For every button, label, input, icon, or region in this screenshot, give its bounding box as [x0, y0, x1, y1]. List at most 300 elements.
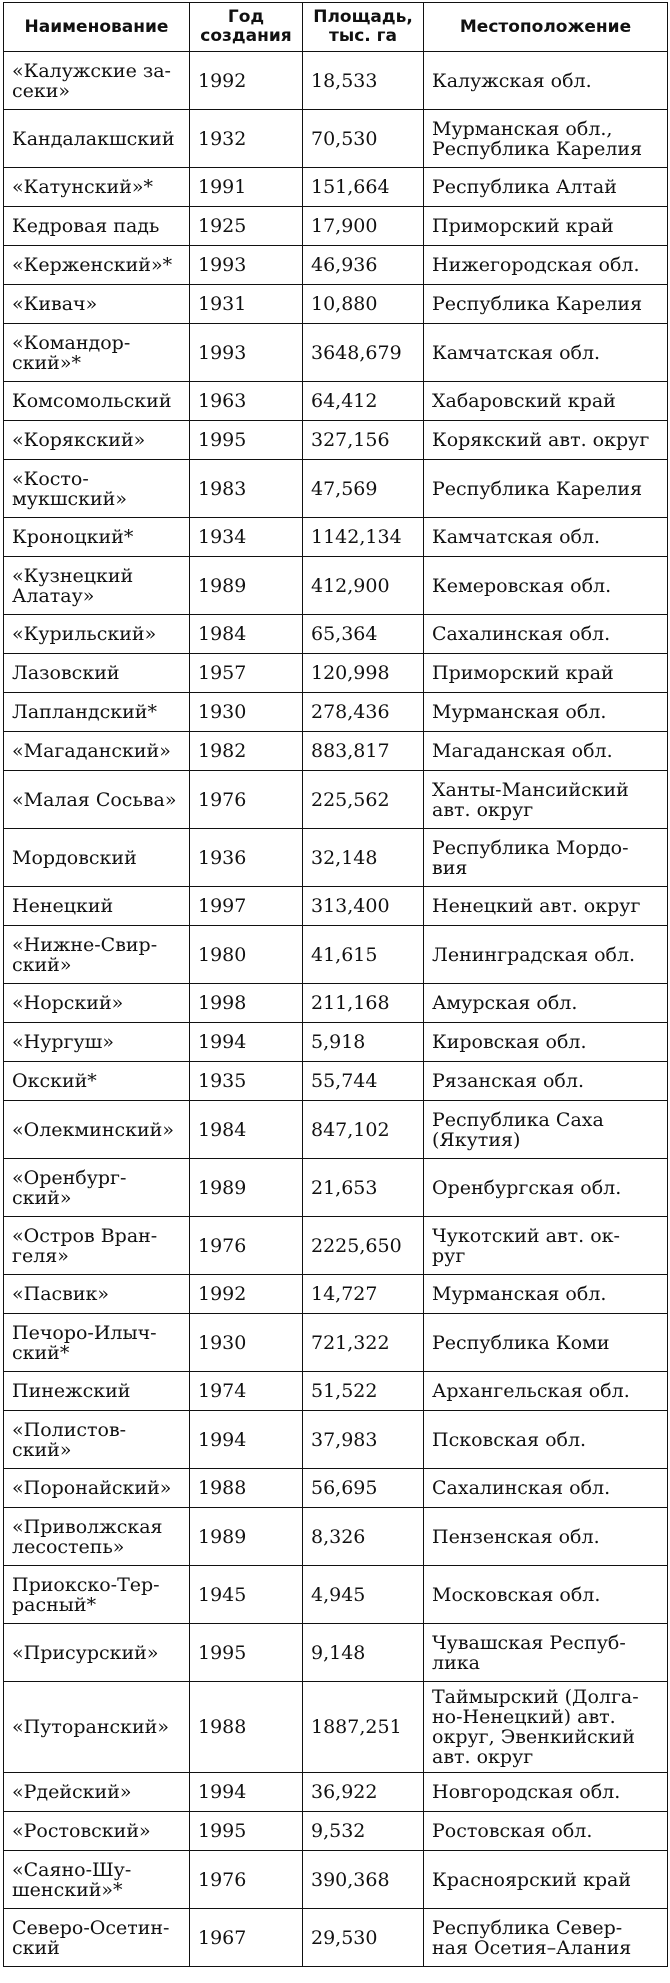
table-row [4, 926, 668, 984]
cell-name-text: «Поронайский» [12, 1477, 172, 1499]
cell-location [424, 1469, 668, 1508]
cell-area-text: 412,900 [311, 574, 390, 597]
reserves-table [3, 2, 668, 1967]
cell-year [190, 1812, 303, 1851]
cell-year-text: 1976 [198, 1234, 247, 1257]
cell-area-text: 9,148 [311, 1641, 366, 1664]
cell-area-text: 327,156 [311, 429, 390, 451]
cell-area-text: 847,102 [311, 1118, 390, 1141]
cell-area-text: 37,983 [311, 1428, 378, 1451]
cell-location-text: Хабаровский край [432, 390, 616, 412]
cell-location-text: Псковская обл. [432, 1428, 587, 1451]
table-row [4, 207, 668, 246]
table-row [4, 1682, 668, 1773]
cell-location-text: Ленинградская обл. [432, 943, 636, 966]
cell-year [190, 829, 303, 887]
cell-name-text: «Курильский» [12, 623, 157, 645]
cell-name-text: «Косто- мукшский» [12, 467, 127, 510]
table-row [4, 1469, 668, 1508]
cell-location [424, 1062, 668, 1101]
cell-location-text: Корякский авт. округ [432, 429, 650, 451]
cell-area-text: 65,364 [311, 623, 378, 645]
cell-year [190, 382, 303, 421]
cell-location [424, 1411, 668, 1469]
table-row [4, 1372, 668, 1411]
cell-area [303, 285, 424, 324]
table-row [4, 168, 668, 207]
cell-area-text: 10,880 [311, 293, 378, 315]
cell-name [4, 168, 190, 207]
cell-name [4, 1508, 190, 1566]
cell-location [424, 1159, 668, 1217]
cell-year [190, 732, 303, 771]
cell-location-text: Рязанская обл. [432, 1070, 584, 1092]
cell-year-text: 1982 [198, 740, 247, 762]
cell-name-text: Комсомольский [12, 390, 172, 412]
cell-area [303, 887, 424, 926]
cell-location-text: Приморский край [432, 662, 614, 684]
table-row [4, 246, 668, 285]
cell-location [424, 1851, 668, 1909]
cell-name-text: Кедровая падь [12, 215, 160, 237]
cell-area-text: 56,695 [311, 1477, 378, 1499]
cell-location-text: Московская обл. [432, 1583, 601, 1606]
cell-year [190, 246, 303, 285]
cell-name [4, 984, 190, 1023]
cell-area-text: 46,936 [311, 254, 378, 276]
cell-name-text: «Нижне-Свир- ский» [12, 933, 158, 976]
cell-year-text: 1963 [198, 390, 247, 412]
cell-location [424, 518, 668, 557]
cell-area-text: 225,562 [311, 788, 390, 811]
cell-year-text: 1992 [198, 69, 247, 92]
cell-name [4, 771, 190, 829]
table-row [4, 1508, 668, 1566]
cell-location-text: Республика Карелия [432, 293, 643, 315]
cell-location-text: Чукотский авт. ок- руг [432, 1224, 620, 1267]
cell-area [303, 246, 424, 285]
cell-year [190, 285, 303, 324]
cell-location-text: Камчатская обл. [432, 526, 601, 548]
cell-year-text: 1994 [198, 1781, 247, 1803]
table-row [4, 887, 668, 926]
cell-area-text: 36,922 [311, 1781, 378, 1803]
cell-location [424, 984, 668, 1023]
cell-name-text: Ненецкий [12, 895, 114, 917]
cell-year-text: 1930 [198, 701, 247, 723]
cell-location-text: Ханты-Мансийский авт. округ [432, 778, 629, 821]
cell-name [4, 1217, 190, 1275]
header-name: Наименование [4, 3, 190, 52]
cell-area-text: 47,569 [311, 477, 378, 500]
cell-area-text: 41,615 [311, 943, 378, 966]
cell-location [424, 1566, 668, 1624]
cell-year [190, 421, 303, 460]
cell-area-text: 3648,679 [311, 341, 402, 364]
cell-name [4, 421, 190, 460]
cell-year-text: 1994 [198, 1428, 247, 1451]
cell-year-text: 1931 [198, 293, 247, 315]
cell-area [303, 52, 424, 110]
cell-name [4, 1159, 190, 1217]
cell-year-text: 1994 [198, 1031, 247, 1053]
cell-year-text: 1930 [198, 1331, 247, 1354]
cell-name [4, 693, 190, 732]
cell-location [424, 207, 668, 246]
cell-year [190, 1101, 303, 1159]
cell-year [190, 1217, 303, 1275]
cell-area [303, 557, 424, 615]
cell-year [190, 887, 303, 926]
cell-year [190, 52, 303, 110]
cell-name-text: «Путоранский» [12, 1716, 169, 1738]
cell-year [190, 984, 303, 1023]
cell-location [424, 460, 668, 518]
cell-year-text: 1934 [198, 526, 247, 548]
cell-location-text: Таймырский (Долга- но-Ненецкий) авт. округ, Эвенкийский авт. округ [432, 1686, 639, 1768]
cell-area [303, 324, 424, 382]
cell-year-text: 1974 [198, 1380, 247, 1402]
cell-location [424, 246, 668, 285]
cell-location-text: Кировская обл. [432, 1031, 587, 1053]
cell-area-text: 278,436 [311, 701, 390, 723]
cell-area [303, 421, 424, 460]
cell-name-text: «Магаданский» [12, 740, 171, 762]
cell-name-text: Лазовский [12, 662, 120, 684]
cell-year [190, 110, 303, 168]
cell-location-text: Республика Мордо- вия [432, 836, 629, 879]
cell-area [303, 615, 424, 654]
cell-name [4, 887, 190, 926]
table-row [4, 1411, 668, 1469]
cell-area [303, 1314, 424, 1372]
cell-name [4, 1812, 190, 1851]
cell-location [424, 1909, 668, 1967]
cell-name-text: Пинежский [12, 1380, 131, 1402]
header-area: Площадь, тыс. га [303, 3, 424, 52]
cell-area [303, 1566, 424, 1624]
cell-name-text: «Ростовский» [12, 1820, 151, 1842]
cell-area-text: 18,533 [311, 69, 378, 92]
cell-year [190, 207, 303, 246]
table-row [4, 693, 668, 732]
cell-location [424, 168, 668, 207]
header-row [4, 3, 668, 52]
cell-area [303, 1159, 424, 1217]
cell-name [4, 654, 190, 693]
table-row [4, 421, 668, 460]
cell-name-text: «Олекминский» [12, 1118, 174, 1141]
cell-location-text: Республика Саха (Якутия) [432, 1108, 604, 1151]
cell-area [303, 518, 424, 557]
cell-year [190, 1773, 303, 1812]
cell-area-text: 5,918 [311, 1031, 366, 1053]
table-row [4, 829, 668, 887]
cell-location [424, 1682, 668, 1773]
cell-name-text: Кандалакшский [12, 127, 175, 150]
cell-name-text: Северо-Осетин- ский [12, 1916, 170, 1959]
cell-name-text: «Корякский» [12, 429, 146, 451]
cell-area-text: 1887,251 [311, 1716, 402, 1738]
cell-year-text: 1988 [198, 1716, 247, 1738]
cell-year [190, 1624, 303, 1682]
cell-name [4, 732, 190, 771]
cell-location-text: Ростовская обл. [432, 1820, 593, 1842]
cell-location [424, 1624, 668, 1682]
cell-name-text: «Пасвик» [12, 1283, 110, 1305]
cell-area [303, 1023, 424, 1062]
cell-name [4, 518, 190, 557]
cell-area-text: 4,945 [311, 1583, 366, 1606]
cell-name-text: «Саяно-Шу- шенский»* [12, 1858, 132, 1901]
cell-location [424, 382, 668, 421]
cell-name [4, 1101, 190, 1159]
cell-location [424, 557, 668, 615]
cell-year-text: 1993 [198, 341, 247, 364]
table-row [4, 1062, 668, 1101]
cell-year [190, 557, 303, 615]
cell-year-text: 1935 [198, 1070, 247, 1092]
cell-location-text: Кемеровская обл. [432, 574, 612, 597]
table-row [4, 984, 668, 1023]
cell-area-text: 9,532 [311, 1820, 366, 1842]
cell-location-text: Новгородская обл. [432, 1781, 621, 1803]
cell-area [303, 1469, 424, 1508]
cell-area-text: 70,530 [311, 127, 378, 150]
cell-year [190, 1909, 303, 1967]
cell-name [4, 285, 190, 324]
cell-area [303, 1851, 424, 1909]
table-row [4, 285, 668, 324]
cell-area-text: 32,148 [311, 846, 378, 869]
table-row [4, 1566, 668, 1624]
table-row [4, 1909, 668, 1967]
cell-name-text: «Приволжская лесостепь» [12, 1515, 163, 1558]
table-row [4, 324, 668, 382]
cell-name [4, 246, 190, 285]
cell-area [303, 1812, 424, 1851]
header-location: Местоположение [424, 3, 668, 52]
table-row [4, 615, 668, 654]
cell-name [4, 1909, 190, 1967]
cell-location-text: Сахалинская обл. [432, 623, 611, 645]
cell-name-text: «Керженский»* [12, 254, 173, 276]
cell-name [4, 557, 190, 615]
cell-location [424, 887, 668, 926]
cell-area [303, 984, 424, 1023]
table-row [4, 1314, 668, 1372]
cell-area [303, 110, 424, 168]
table-row [4, 771, 668, 829]
cell-year-text: 1983 [198, 477, 247, 500]
cell-year-text: 1945 [198, 1583, 247, 1606]
cell-name-text: Мордовский [12, 846, 137, 869]
cell-year-text: 1998 [198, 992, 247, 1014]
cell-area-text: 2225,650 [311, 1234, 402, 1257]
cell-area [303, 1217, 424, 1275]
cell-area [303, 732, 424, 771]
cell-area-text: 120,998 [311, 662, 390, 684]
cell-area [303, 1062, 424, 1101]
cell-year [190, 168, 303, 207]
cell-location [424, 1217, 668, 1275]
cell-location [424, 52, 668, 110]
cell-year [190, 926, 303, 984]
cell-name-text: Окский* [12, 1070, 97, 1092]
cell-year-text: 1976 [198, 788, 247, 811]
table-row [4, 382, 668, 421]
cell-year-text: 1993 [198, 254, 247, 276]
cell-location [424, 1314, 668, 1372]
cell-name [4, 1023, 190, 1062]
cell-year [190, 1566, 303, 1624]
table-body [4, 52, 668, 1967]
cell-location-text: Архангельская обл. [432, 1380, 630, 1402]
cell-name [4, 1314, 190, 1372]
cell-location-text: Мурманская обл. [432, 1283, 607, 1305]
cell-name [4, 382, 190, 421]
cell-year [190, 1372, 303, 1411]
cell-name-text: Кроноцкий* [12, 526, 134, 548]
cell-area [303, 1372, 424, 1411]
cell-location [424, 1773, 668, 1812]
cell-name-text: «Остров Вран- геля» [12, 1224, 158, 1267]
cell-name [4, 1566, 190, 1624]
cell-location [424, 421, 668, 460]
cell-location [424, 1023, 668, 1062]
cell-year [190, 654, 303, 693]
cell-area-text: 8,326 [311, 1525, 366, 1548]
table-row [4, 654, 668, 693]
table-row [4, 52, 668, 110]
cell-area-text: 29,530 [311, 1926, 378, 1949]
cell-year-text: 1995 [198, 1641, 247, 1664]
cell-name [4, 324, 190, 382]
cell-location [424, 1508, 668, 1566]
cell-name [4, 1372, 190, 1411]
cell-area [303, 1101, 424, 1159]
cell-year-text: 1984 [198, 1118, 247, 1141]
table-row [4, 460, 668, 518]
cell-year-text: 1925 [198, 215, 247, 237]
cell-year-text: 1991 [198, 176, 247, 198]
table-row [4, 110, 668, 168]
cell-name-text: «Полистов- ский» [12, 1418, 127, 1461]
cell-location [424, 285, 668, 324]
cell-location-text: Приморский край [432, 215, 614, 237]
cell-area [303, 1682, 424, 1773]
cell-year-text: 1989 [198, 1525, 247, 1548]
cell-year-text: 1989 [198, 1176, 247, 1199]
cell-name-text: Приокско-Тер- расный* [12, 1573, 160, 1616]
cell-area [303, 1773, 424, 1812]
cell-name-text: Печоро-Илыч- ский* [12, 1321, 157, 1364]
cell-name [4, 1275, 190, 1314]
header-year: Год создания [190, 3, 303, 52]
cell-year [190, 518, 303, 557]
cell-year-text: 1988 [198, 1477, 247, 1499]
cell-location-text: Красноярский край [432, 1868, 631, 1891]
cell-location [424, 1275, 668, 1314]
cell-area-text: 17,900 [311, 215, 378, 237]
cell-name-text: «Норский» [12, 992, 124, 1014]
cell-area-text: 1142,134 [311, 526, 402, 548]
cell-name [4, 1469, 190, 1508]
cell-name [4, 1624, 190, 1682]
cell-year-text: 1997 [198, 895, 247, 917]
cell-area [303, 926, 424, 984]
cell-name-text: «Малая Сосьва» [12, 788, 177, 811]
cell-area [303, 693, 424, 732]
cell-year [190, 460, 303, 518]
cell-location [424, 829, 668, 887]
cell-location-text: Ненецкий авт. округ [432, 895, 641, 917]
cell-name-text: Лапландский* [12, 701, 157, 723]
cell-year-text: 1936 [198, 846, 247, 869]
cell-year [190, 1508, 303, 1566]
table-row [4, 1851, 668, 1909]
cell-name-text: «Командор- ский»* [12, 331, 131, 374]
cell-year [190, 615, 303, 654]
table-row [4, 518, 668, 557]
cell-location-text: Мурманская обл. [432, 701, 607, 723]
cell-year-text: 1995 [198, 1820, 247, 1842]
cell-location-text: Амурская обл. [432, 992, 578, 1014]
cell-location-text: Сахалинская обл. [432, 1477, 611, 1499]
cell-area [303, 207, 424, 246]
cell-year-text: 1957 [198, 662, 247, 684]
cell-year-text: 1932 [198, 127, 247, 150]
cell-area-text: 883,817 [311, 740, 390, 762]
cell-area-text: 313,400 [311, 895, 390, 917]
cell-area-text: 64,412 [311, 390, 378, 412]
cell-year [190, 1023, 303, 1062]
cell-year [190, 771, 303, 829]
cell-area-text: 390,368 [311, 1868, 390, 1891]
cell-year [190, 1469, 303, 1508]
cell-name [4, 1062, 190, 1101]
cell-year-text: 1976 [198, 1868, 247, 1891]
cell-area-text: 14,727 [311, 1283, 378, 1305]
cell-name-text: «Присурский» [12, 1641, 159, 1664]
cell-location-text: Магаданская обл. [432, 740, 613, 762]
cell-location-text: Чувашская Респуб- лика [432, 1631, 626, 1674]
cell-year [190, 1159, 303, 1217]
cell-location [424, 1372, 668, 1411]
cell-location [424, 110, 668, 168]
cell-location-text: Камчатская обл. [432, 341, 601, 364]
table-row [4, 1773, 668, 1812]
cell-area [303, 1624, 424, 1682]
cell-location-text: Калужская обл. [432, 69, 592, 92]
cell-area [303, 1909, 424, 1967]
cell-name [4, 460, 190, 518]
cell-location [424, 1101, 668, 1159]
cell-location [424, 926, 668, 984]
cell-area-text: 211,168 [311, 992, 390, 1014]
table-header [4, 3, 668, 52]
cell-year [190, 1682, 303, 1773]
cell-name [4, 1773, 190, 1812]
cell-year-text: 1989 [198, 574, 247, 597]
cell-location [424, 771, 668, 829]
cell-name [4, 207, 190, 246]
table-row [4, 1217, 668, 1275]
cell-location-text: Республика Коми [432, 1331, 610, 1354]
cell-name [4, 110, 190, 168]
cell-location [424, 615, 668, 654]
cell-year [190, 1062, 303, 1101]
